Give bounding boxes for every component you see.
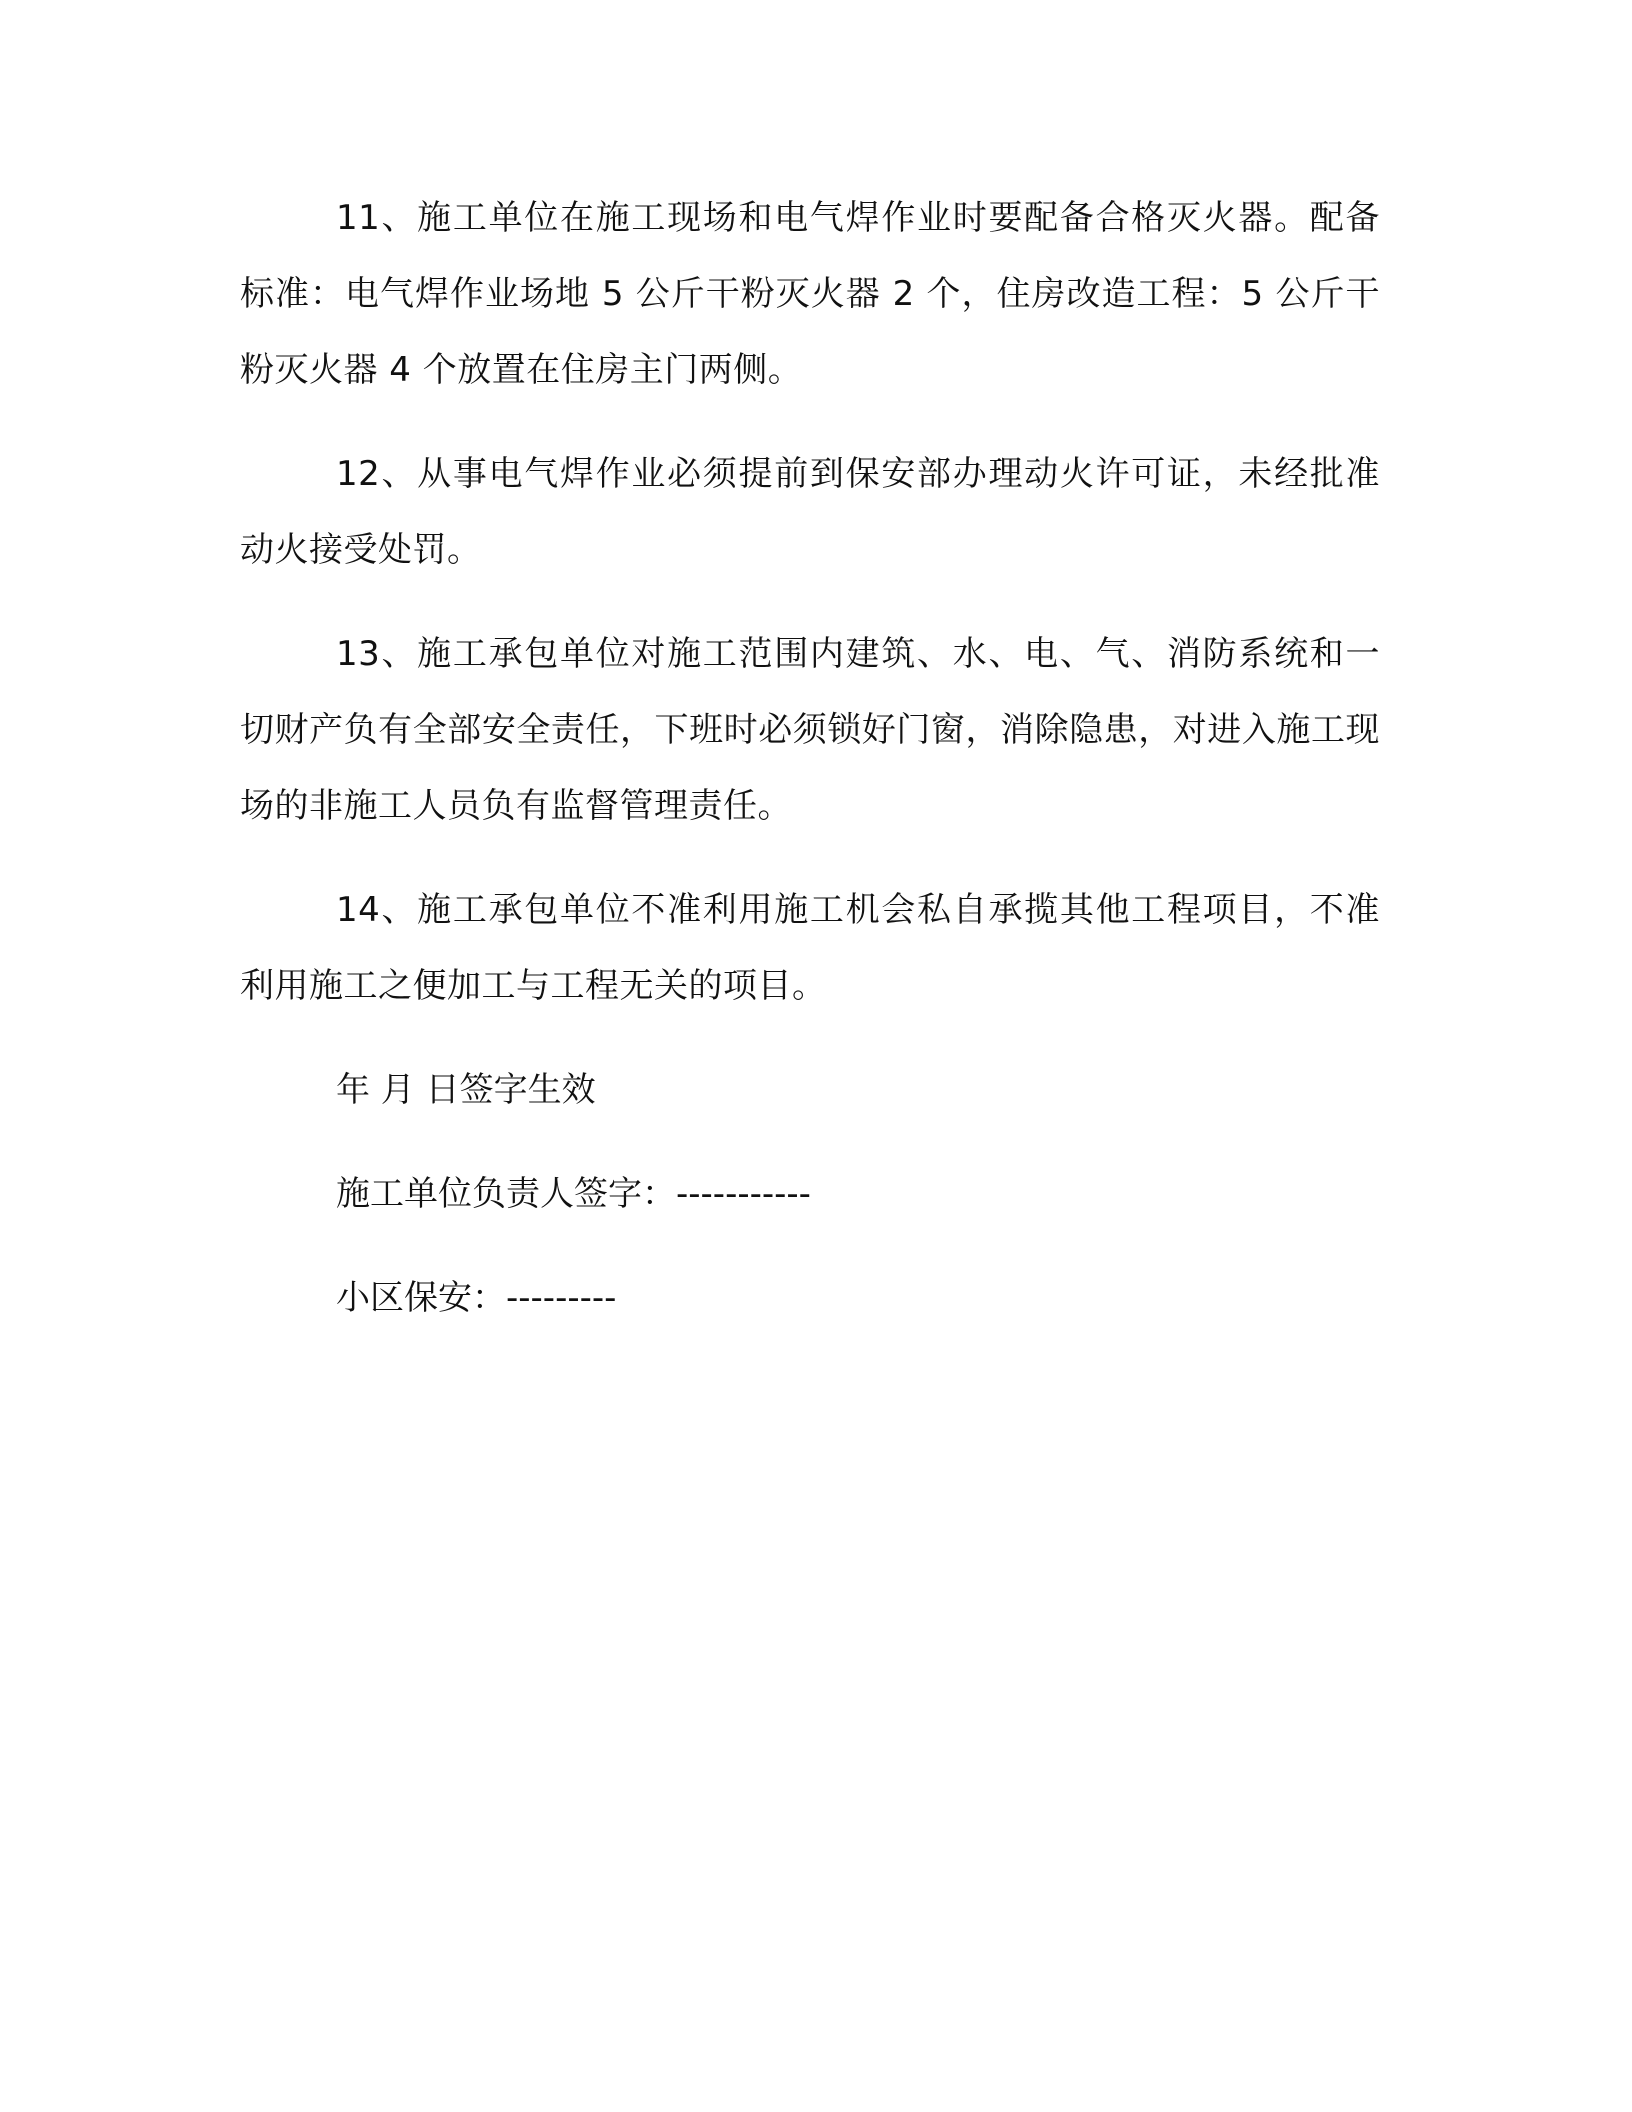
clause-11: 11、施工单位在施工现场和电气焊作业时要配备合格灭火器。配备标准：电气焊作业场地 5 公斤干粉灭火器 2 个，住房改造工程：5 公斤干粉灭火器 4 个放置在住房主门两侧。 <box>240 198 1380 390</box>
contractor-signature-line: 施工单位负责人签字：----------- <box>336 1174 811 1214</box>
clause-13: 13、施工承包单位对施工范围内建筑、水、电、气、消防系统和一切财产负有全部安全责任，下班时必须锁好门窗，消除隐患，对进入施工现场的非施工人员负有监督管理责任。 <box>240 634 1380 826</box>
document-page <box>240 180 1380 1364</box>
clause-12: 12、从事电气焊作业必须提前到保安部办理动火许可证，未经批准动火接受处罚。 <box>240 454 1380 570</box>
clause-14: 14、施工承包单位不准利用施工机会私自承揽其他工程项目，不准利用施工之便加工与工程无关的项目。 <box>240 890 1380 1006</box>
security-signature-line: 小区保安：--------- <box>336 1278 617 1318</box>
effective-date-line: 年 月 日签字生效 <box>336 1070 596 1110</box>
